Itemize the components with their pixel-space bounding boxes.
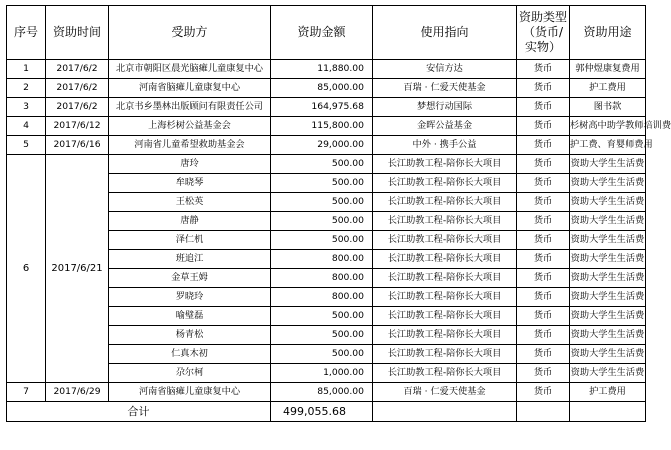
cell-type: 货币 <box>517 155 570 174</box>
cell-purpose: 资助大学生生活费 <box>570 212 646 231</box>
cell-amount: 500.00 <box>271 231 373 250</box>
cell-purpose: 护工费用 <box>570 79 646 98</box>
cell-direction: 长江助教工程-陪你长大项目 <box>373 174 517 193</box>
total-row <box>7 402 646 422</box>
cell-direction: 安信方达 <box>373 60 517 79</box>
cell-recipient: 牟晓琴 <box>109 174 271 193</box>
cell-recipient: 河南省儿童希望救助基金会 <box>109 136 271 155</box>
cell-direction: 长江助教工程-陪你长大项目 <box>373 250 517 269</box>
cell-amount: 800.00 <box>271 288 373 307</box>
cell-type: 货币 <box>517 117 570 136</box>
cell-purpose: 杉树高中助学教师培训费 <box>570 117 646 136</box>
cell-recipient: 仁真木初 <box>109 345 271 364</box>
header-row <box>7 6 646 60</box>
cell-seq: 1 <box>7 60 46 79</box>
header-direction: 使用指向 <box>373 6 517 60</box>
cell-direction: 金晖公益基金 <box>373 117 517 136</box>
cell-purpose: 资助大学生生活费 <box>570 250 646 269</box>
total-empty-cell <box>373 402 517 422</box>
cell-date: 2017/6/2 <box>46 60 109 79</box>
cell-seq: 5 <box>7 136 46 155</box>
cell-amount: 85,000.00 <box>271 79 373 98</box>
cell-amount: 800.00 <box>271 269 373 288</box>
cell-recipient: 北京市朝阳区晨光脑瘫儿童康复中心 <box>109 60 271 79</box>
cell-amount: 500.00 <box>271 212 373 231</box>
cell-purpose: 资助大学生生活费 <box>570 307 646 326</box>
cell-direction: 长江助教工程-陪你长大项目 <box>373 269 517 288</box>
cell-purpose: 资助大学生生活费 <box>570 231 646 250</box>
cell-purpose: 图书款 <box>570 98 646 117</box>
table-row <box>7 136 646 155</box>
cell-amount: 29,000.00 <box>271 136 373 155</box>
cell-direction: 长江助教工程-陪你长大项目 <box>373 345 517 364</box>
cell-type: 货币 <box>517 288 570 307</box>
header-recipient: 受助方 <box>109 6 271 60</box>
header-date: 资助时间 <box>46 6 109 60</box>
cell-direction: 长江助教工程-陪你长大项目 <box>373 364 517 383</box>
cell-purpose: 资助大学生生活费 <box>570 288 646 307</box>
cell-type: 货币 <box>517 231 570 250</box>
cell-date: 2017/6/12 <box>46 117 109 136</box>
cell-seq: 3 <box>7 98 46 117</box>
table-row <box>7 79 646 98</box>
cell-type: 货币 <box>517 79 570 98</box>
header-type: 资助类型（货币/实物） <box>517 6 570 60</box>
cell-recipient: 王松英 <box>109 193 271 212</box>
cell-direction: 长江助教工程-陪你长大项目 <box>373 307 517 326</box>
cell-recipient: 金草王姆 <box>109 269 271 288</box>
cell-amount: 500.00 <box>271 155 373 174</box>
header-amount: 资助金额 <box>271 6 373 60</box>
cell-amount: 800.00 <box>271 250 373 269</box>
cell-amount: 1,000.00 <box>271 364 373 383</box>
cell-recipient: 河南省脑瘫儿童康复中心 <box>109 383 271 402</box>
cell-recipient: 唐静 <box>109 212 271 231</box>
cell-type: 货币 <box>517 269 570 288</box>
cell-purpose: 郭仲煜康复费用 <box>570 60 646 79</box>
cell-seq-group: 6 <box>7 155 46 383</box>
cell-amount: 164,975.68 <box>271 98 373 117</box>
total-empty-cell <box>570 402 646 422</box>
cell-purpose: 资助大学生生活费 <box>570 174 646 193</box>
cell-seq: 2 <box>7 79 46 98</box>
cell-purpose: 护工费、育婴师费用 <box>570 136 646 155</box>
cell-type: 货币 <box>517 250 570 269</box>
cell-purpose: 资助大学生生活费 <box>570 193 646 212</box>
table-row <box>7 60 646 79</box>
cell-amount: 115,800.00 <box>271 117 373 136</box>
table-row <box>7 383 646 402</box>
total-label: 合计 <box>7 402 271 422</box>
cell-date: 2017/6/29 <box>46 383 109 402</box>
donation-table <box>6 5 671 422</box>
cell-date: 2017/6/16 <box>46 136 109 155</box>
cell-direction: 百瑞 · 仁爱天使基金 <box>373 79 517 98</box>
cell-recipient: 杨青松 <box>109 326 271 345</box>
cell-purpose: 资助大学生生活费 <box>570 155 646 174</box>
cell-amount: 500.00 <box>271 193 373 212</box>
cell-amount: 11,880.00 <box>271 60 373 79</box>
cell-recipient: 上海杉树公益基金会 <box>109 117 271 136</box>
cell-date: 2017/6/2 <box>46 79 109 98</box>
cell-type: 货币 <box>517 383 570 402</box>
cell-direction: 梦想行动国际 <box>373 98 517 117</box>
cell-purpose: 资助大学生生活费 <box>570 345 646 364</box>
cell-purpose: 资助大学生生活费 <box>570 269 646 288</box>
cell-recipient: 河南省脑瘫儿童康复中心 <box>109 79 271 98</box>
cell-amount: 500.00 <box>271 326 373 345</box>
cell-date: 2017/6/2 <box>46 98 109 117</box>
cell-amount: 500.00 <box>271 307 373 326</box>
cell-seq: 7 <box>7 383 46 402</box>
cell-direction: 长江助教工程-陪你长大项目 <box>373 231 517 250</box>
cell-date-group: 2017/6/21 <box>46 155 109 383</box>
header-seq: 序号 <box>7 6 46 60</box>
cell-direction: 长江助教工程-陪你长大项目 <box>373 288 517 307</box>
cell-recipient: 北京书乡墨林出版顾问有限责任公司 <box>109 98 271 117</box>
cell-recipient: 唐玲 <box>109 155 271 174</box>
cell-type: 货币 <box>517 60 570 79</box>
cell-recipient: 罗晓玲 <box>109 288 271 307</box>
cell-purpose: 资助大学生生活费 <box>570 364 646 383</box>
cell-purpose: 资助大学生生活费 <box>570 326 646 345</box>
cell-direction: 百瑞 · 仁爱天使基金 <box>373 383 517 402</box>
cell-type: 货币 <box>517 193 570 212</box>
cell-type: 货币 <box>517 345 570 364</box>
cell-purpose: 护工费用 <box>570 383 646 402</box>
cell-type: 货币 <box>517 98 570 117</box>
total-empty-cell <box>517 402 570 422</box>
cell-direction: 长江助教工程-陪你长大项目 <box>373 212 517 231</box>
cell-recipient: 泽仁机 <box>109 231 271 250</box>
cell-amount: 500.00 <box>271 345 373 364</box>
cell-type: 货币 <box>517 307 570 326</box>
cell-amount: 85,000.00 <box>271 383 373 402</box>
cell-recipient: 喻璧磊 <box>109 307 271 326</box>
table-row <box>7 117 646 136</box>
header-purpose: 资助用途 <box>570 6 646 60</box>
cell-type: 货币 <box>517 136 570 155</box>
cell-type: 货币 <box>517 174 570 193</box>
cell-amount: 500.00 <box>271 174 373 193</box>
table-row <box>7 155 646 174</box>
cell-direction: 中外 · 携手公益 <box>373 136 517 155</box>
cell-seq: 4 <box>7 117 46 136</box>
cell-recipient: 尕尔柯 <box>109 364 271 383</box>
cell-direction: 长江助教工程-陪你长大项目 <box>373 326 517 345</box>
table-row <box>7 98 646 117</box>
cell-recipient: 班追江 <box>109 250 271 269</box>
cell-direction: 长江助教工程-陪你长大项目 <box>373 193 517 212</box>
cell-type: 货币 <box>517 326 570 345</box>
cell-direction: 长江助教工程-陪你长大项目 <box>373 155 517 174</box>
total-amount: 499,055.68 <box>271 402 373 422</box>
cell-type: 货币 <box>517 364 570 383</box>
cell-type: 货币 <box>517 212 570 231</box>
